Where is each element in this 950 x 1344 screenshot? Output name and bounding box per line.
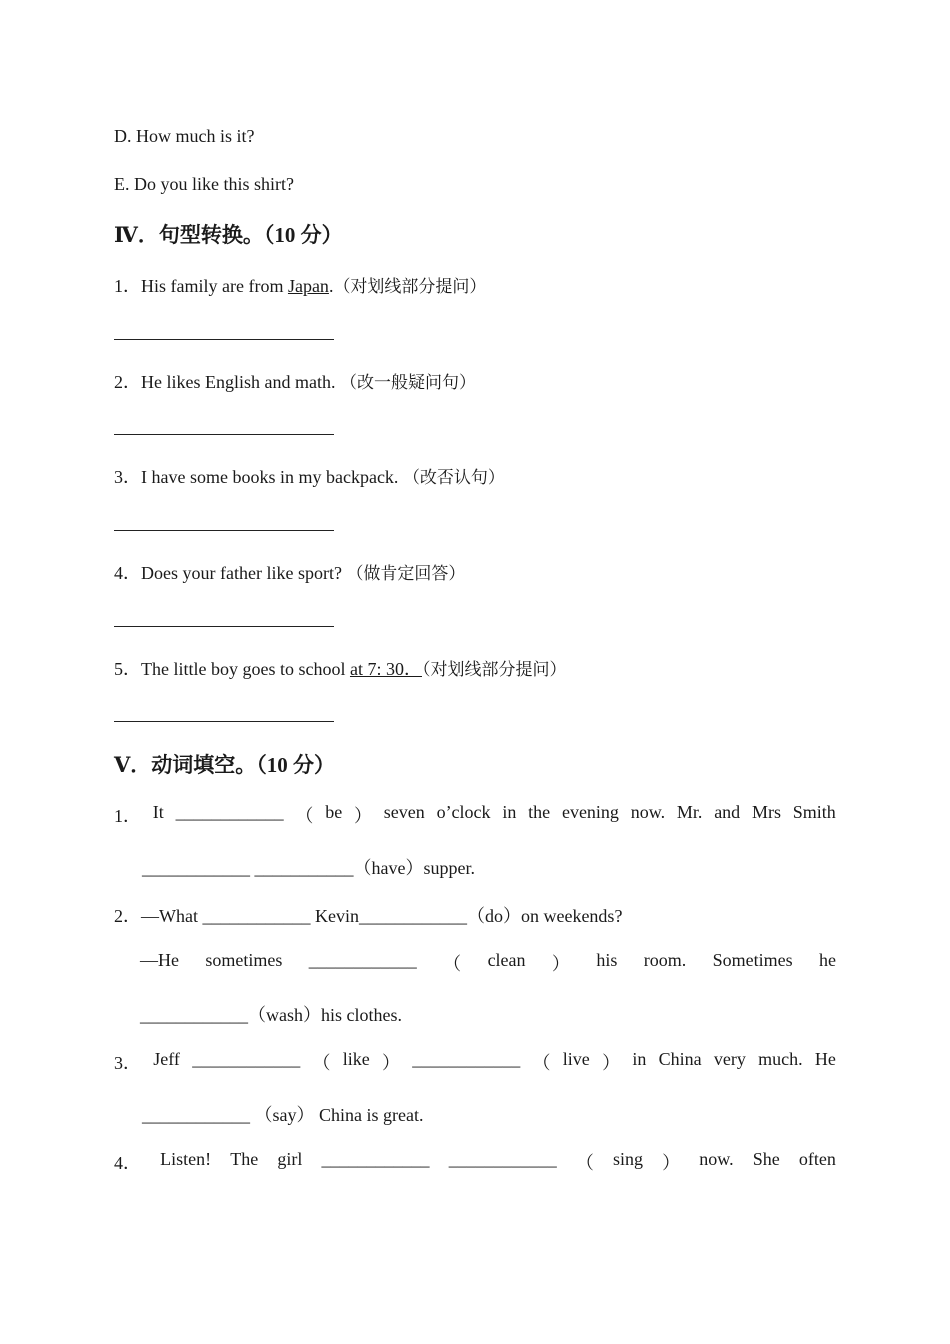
s5-q3-line1-word-7: （ <box>532 1053 551 1073</box>
s5-q3-line1-word-14: He <box>814 1049 836 1069</box>
s4-item-2-text: He likes English and math. <box>141 372 340 392</box>
s5-q3-line1-word-9: ） <box>602 1053 621 1073</box>
s5-q3-line1 <box>114 1049 836 1075</box>
s5-q1-line1-word-13: and <box>714 802 741 822</box>
section-5-heading: Ⅴ．动词填空。（10 分） <box>114 753 336 777</box>
s5-q1-line2: ____________ ___________（have）supper. <box>142 858 475 878</box>
s5-q3-line1-word-5: ） <box>382 1053 400 1073</box>
s4-item-5-note: （对划线部分提问） <box>421 660 567 680</box>
s4-item-3-text: I have some books in my backpack. <box>141 467 403 487</box>
s5-q3-line1-word-13: much. <box>758 1049 803 1069</box>
s4-item-1-post: . <box>328 276 334 296</box>
answer-line-3[interactable] <box>114 530 334 531</box>
s5-q1-line1-word-14: Mrs <box>751 802 781 822</box>
s5-q1-line1-word-15: Smith <box>792 802 836 822</box>
s5-q2-line2-word-1: sometimes <box>205 950 283 970</box>
s4-item-3 <box>114 463 505 489</box>
answer-line-2[interactable] <box>114 434 334 435</box>
s5-q4-line1-word-6: （ <box>575 1153 594 1173</box>
s5-q4-line1-word-5: ____________ <box>448 1149 557 1169</box>
s4-item-3-num: 3． <box>114 467 141 487</box>
s5-q3-line1-word-4: like <box>342 1049 370 1069</box>
s5-q1-line1-word-11: now. <box>630 802 666 822</box>
s4-item-5-text: The little boy goes to school <box>141 659 350 679</box>
s4-item-1 <box>114 272 486 298</box>
s5-q4-line1-word-10: She <box>752 1149 780 1169</box>
s5-q1-line1-word-7: o’clock <box>436 802 491 822</box>
s5-q4-line1-word-0: 4． <box>114 1153 141 1173</box>
s5-q1-line1-word-9: the <box>528 802 551 822</box>
s5-q1-line1-word-8: in <box>502 802 517 822</box>
s5-q1-line1-word-2: ____________ <box>175 802 284 822</box>
s5-q1-line1-word-12: Mr. <box>676 802 703 822</box>
s5-q3-line1-word-1: Jeff <box>153 1049 180 1069</box>
s5-q4-line1-word-8: ） <box>662 1153 681 1173</box>
s4-item-3-note: （改否认句） <box>402 468 505 488</box>
answer-line-4[interactable] <box>114 626 334 627</box>
s5-q4-line1-word-1: Listen! <box>160 1149 212 1169</box>
s5-q4-line1-word-4: ____________ <box>321 1149 430 1169</box>
s5-q3-line1-word-11: China <box>658 1049 702 1069</box>
option-d: D. How much is it? <box>114 126 255 146</box>
s5-q3-line1-word-10: in <box>632 1049 647 1069</box>
s5-q2-line2-word-2: ____________ <box>308 950 417 970</box>
s5-q3-line1-word-2: ____________ <box>192 1049 301 1069</box>
s5-q4-line1-word-11: often <box>798 1149 836 1169</box>
s5-q4-line1-word-9: now. <box>699 1149 734 1169</box>
s5-q1-line1-word-1: It <box>152 802 164 822</box>
section-4-heading: Ⅳ．句型转换。（10 分） <box>114 223 343 247</box>
answer-line-5[interactable] <box>114 721 334 722</box>
s4-item-5-underlined: at 7: 30． <box>349 659 422 679</box>
s4-item-2-num: 2． <box>114 372 141 392</box>
s5-q3-line1-word-12: very <box>713 1049 746 1069</box>
s4-item-2-note: （改一般疑问句） <box>339 373 476 393</box>
s5-q2-line2 <box>140 950 836 976</box>
s5-q1-line1-word-4: be <box>325 802 343 822</box>
s5-q3-line1-word-0: 3． <box>114 1053 141 1073</box>
s4-item-1-note: （对划线部分提问） <box>333 277 487 297</box>
s4-item-4-text: Does your father like sport? <box>141 563 347 583</box>
option-e: E. Do you like this shirt? <box>114 174 294 194</box>
s5-q3-line1-word-8: live <box>562 1049 590 1069</box>
s4-item-4 <box>114 559 465 585</box>
s5-q1-line1-word-10: evening <box>561 802 619 822</box>
s5-q4-line1 <box>114 1149 836 1175</box>
s4-item-1-num: 1． <box>114 276 141 296</box>
answer-line-1[interactable] <box>114 339 334 340</box>
s4-item-1-text: His family are from <box>141 276 288 296</box>
s5-q3-line1-word-6: ____________ <box>412 1049 521 1069</box>
s5-q3-line2: ____________ （say） China is great. <box>142 1105 424 1125</box>
s5-q2-line2-word-6: his <box>596 950 618 970</box>
s5-q4-line1-word-2: The <box>230 1149 259 1169</box>
s4-item-5 <box>114 655 566 681</box>
s5-q2-line2-word-4: clean <box>487 950 526 970</box>
s5-q2-line2-word-7: room. <box>643 950 687 970</box>
s5-q1-line1 <box>114 802 836 828</box>
s5-q2-line3: ____________（wash）his clothes. <box>140 1005 402 1025</box>
s5-q4-line1-word-7: sing <box>612 1149 643 1169</box>
s5-q4-line1-word-3: girl <box>277 1149 303 1169</box>
s4-item-4-num: 4． <box>114 563 141 583</box>
s5-q2-line1: 2．—What ____________ Kevin____________（do）on weekends? <box>114 906 623 926</box>
s4-item-2 <box>114 368 476 394</box>
s5-q2-line2-word-3: （ <box>443 954 462 974</box>
s5-q2-line2-word-0: —He <box>140 950 179 970</box>
s5-q2-line2-word-5: ） <box>551 954 570 974</box>
s4-item-4-note: （做肯定回答） <box>346 564 466 584</box>
s4-item-5-num: 5． <box>114 659 141 679</box>
s5-q1-line1-word-3: （ <box>295 806 314 826</box>
s5-q1-line1-word-6: seven <box>383 802 425 822</box>
s5-q2-line2-word-8: Sometimes <box>712 950 793 970</box>
s4-item-1-underlined: Japan <box>287 276 329 296</box>
s5-q1-line1-word-5: ） <box>353 806 372 826</box>
s5-q2-line2-word-9: he <box>819 950 836 970</box>
s5-q1-line1-word-0: 1． <box>114 806 141 826</box>
s5-q3-line1-word-3: （ <box>312 1053 331 1073</box>
